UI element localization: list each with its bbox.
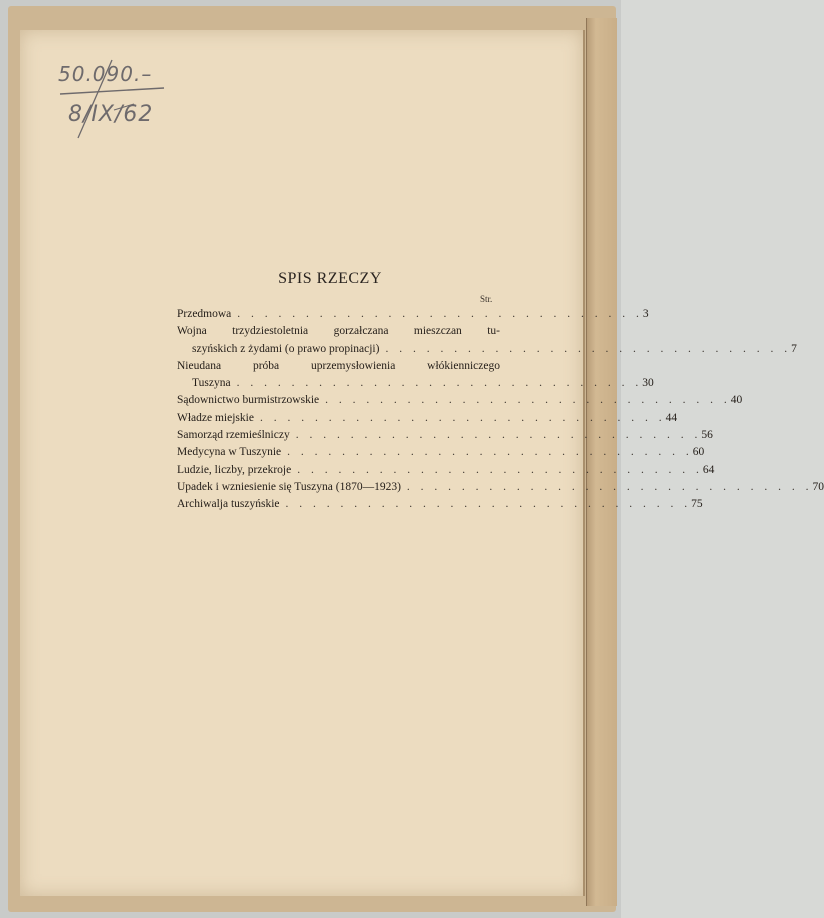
toc-leader-dots: . . . . . . . . . . . . . . . . . . . . . . . . . . . . . . <box>236 377 643 390</box>
toc-entry-title: Nieudana próba uprzemysłowienia włókienniczego <box>177 359 500 372</box>
toc-page-number: 70 <box>812 480 824 493</box>
toc-page-number: 7 <box>791 342 797 355</box>
toc-leader-dots: . . . . . . . . . . . . . . . . . . . . . . . . . . . . . . <box>259 411 666 424</box>
toc-entry <box>177 496 703 513</box>
toc-entry-title: Wojna trzydziestoletnia gorzałczana mieszczan tu- <box>177 325 500 338</box>
toc-page-number: 40 <box>730 394 743 407</box>
toc-entry <box>177 306 649 323</box>
toc-entry <box>177 444 705 461</box>
toc-entry <box>177 392 743 409</box>
toc-entry <box>177 410 678 427</box>
toc-entry-title: Upadek i wzniesienie się Tuszyna (1870—1923) <box>177 480 401 493</box>
toc-entry <box>177 427 713 444</box>
page-column-label: Str. <box>480 294 493 304</box>
toc-entry-title: szyńskich z żydami (o prawo propinacji) <box>192 342 380 355</box>
toc-leader-dots: . . . . . . . . . . . . . . . . . . . . . . . . . . . . . . <box>287 446 693 459</box>
toc-leader-dots: . . . . . . . . . . . . . . . . . . . . . . . . . . . . . . <box>285 498 692 511</box>
toc-page-number: 56 <box>701 429 713 442</box>
toc-page-number: 3 <box>642 308 649 320</box>
toc-page-number: 44 <box>665 411 678 424</box>
toc-entry-title: Przedmowa <box>177 308 232 320</box>
toc-leader-dots: . . . . . . . . . . . . . . . . . . . . . . . . . . . . . . <box>385 342 792 355</box>
toc-entry-title: Władze miejskie <box>177 411 254 424</box>
toc-entry-title: Tuszyna <box>192 377 231 390</box>
toc-leader-dots: . . . . . . . . . . . . . . . . . . . . . . . . . . . . . . <box>237 308 643 320</box>
handwritten-number: 50.090.– <box>58 62 153 86</box>
toc-page-number: 75 <box>691 498 703 511</box>
toc-entry <box>177 323 797 358</box>
toc-entry <box>177 358 654 393</box>
toc-entry <box>177 462 715 479</box>
toc-page-number: 30 <box>642 377 654 390</box>
toc-page-number: 60 <box>692 446 705 459</box>
toc-entry-title: Archiwalja tuszyńskie <box>177 498 280 511</box>
handwritten-note <box>56 58 186 148</box>
toc-entry <box>177 479 824 496</box>
handwritten-date: 8/IX/62 <box>68 102 154 127</box>
toc-entry-title: Medycyna w Tuszynie <box>177 446 282 459</box>
toc-leader-dots: . . . . . . . . . . . . . . . . . . . . . . . . . . . . . . <box>325 394 731 407</box>
toc-entry-title: Ludzie, liczby, przekroje <box>177 463 292 476</box>
toc-entry-title: Sądownictwo burmistrzowskie <box>177 394 320 407</box>
toc-leader-dots: . . . . . . . . . . . . . . . . . . . . . . . . . . . . . . <box>295 429 702 442</box>
toc-page-number: 64 <box>702 463 715 476</box>
toc-entry-title: Samorząd rzemieślniczy <box>177 429 290 442</box>
toc-title: SPIS RZECZY <box>278 270 382 287</box>
toc-leader-dots: . . . . . . . . . . . . . . . . . . . . . . . . . . . . . . <box>406 480 813 493</box>
toc-leader-dots: . . . . . . . . . . . . . . . . . . . . . . . . . . . . . . <box>297 463 703 476</box>
table-of-contents <box>177 306 824 514</box>
